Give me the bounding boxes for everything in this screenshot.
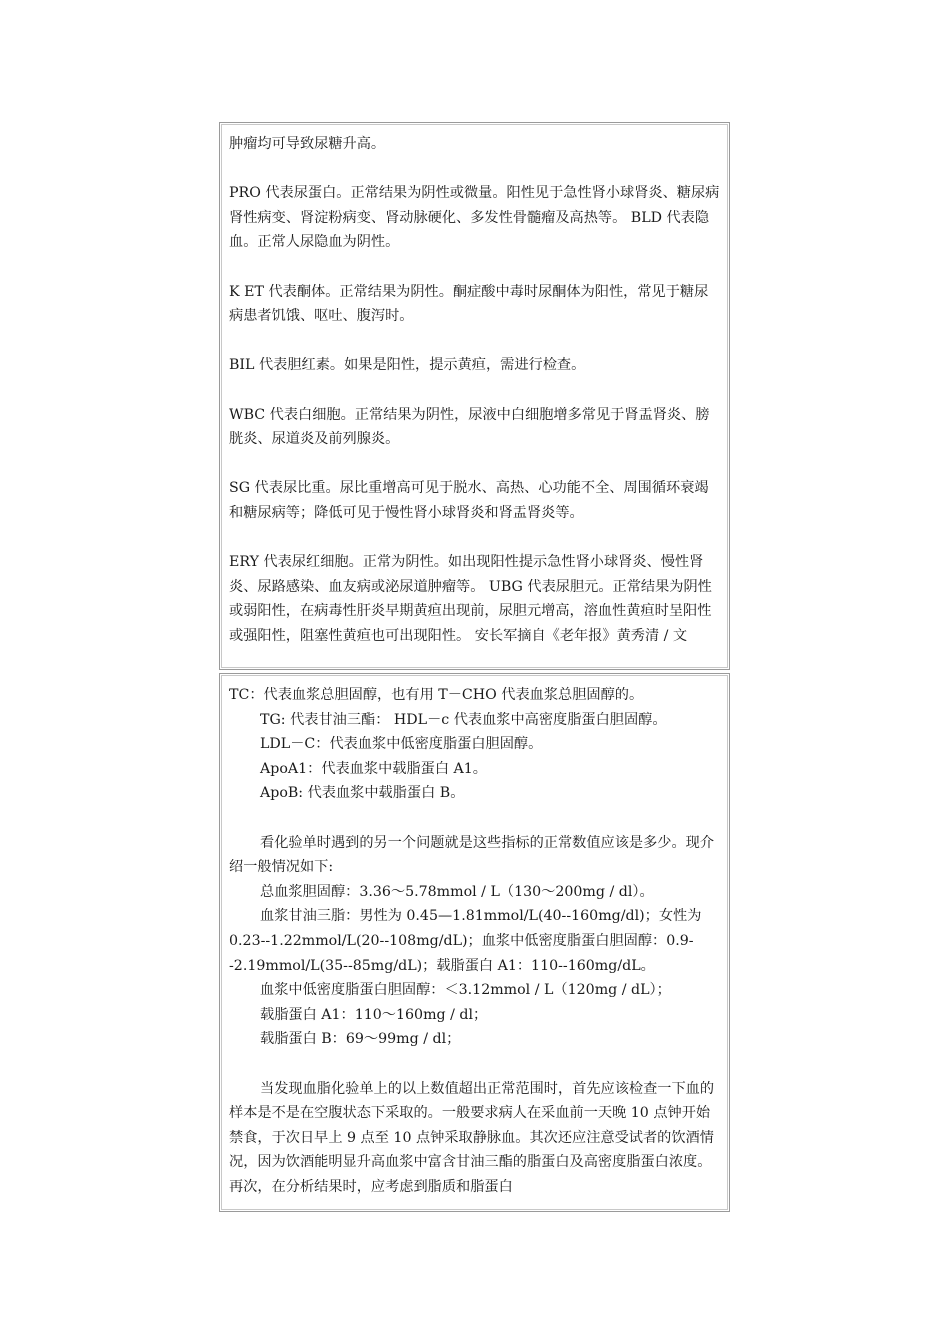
lipids-content	[220, 674, 729, 1199]
line-total-cholesterol: 总血浆胆固醇：3.36～5.78mmol / L（130～200mg / dl）。	[260, 883, 654, 900]
paragraph-ket: K ET 代表酮体。正常结果为阴性。酮症酸中毒时尿酮体为阳性，常见于糖尿病患者饥饿、呕吐、腹泻时。	[229, 283, 709, 325]
line-tc: TC：代表血浆总胆固醇，也有用 T－CHO 代表血浆总胆固醇的。	[229, 687, 644, 703]
paragraph-bil: BIL 代表胆红素。如果是阳性，提示黄疸，需进行检查。	[229, 357, 586, 374]
spacer	[229, 329, 721, 354]
paragraph-analysis: 当发现血脂化验单上的以上数值超出正常范围时，首先应该检查一下血的样本是不是在空腹状态下采取的。一般要求病人在采血前一天晚 10 点钟开始禁食，于次日早上 9 点至 10 点钟采取静脉血。其次还应注意受试者的饮酒情况，因为饮酒能明显升高血浆中富含甘油三酯的脂蛋白及高密度脂蛋白浓度。再次，在分析结果时，应考虑到脂质和脂蛋白	[229, 1080, 715, 1195]
paragraph-wbc: WBC 代表白细胞。正常结果为阴性，尿液中白细胞增多常见于肾盂肾炎、膀胱炎、尿道炎及前列腺炎。	[229, 406, 710, 448]
line-apoa1-value: 载脂蛋白 A1：110～160mg / dl；	[260, 1006, 488, 1023]
spacer	[229, 157, 721, 182]
paragraph-sg: SG 代表尿比重。尿比重增高可见于脱水、高热、心功能不全、周围循环衰竭和糖尿病等；降低可见于慢性肾小球肾炎和肾盂肾炎等。	[229, 480, 709, 521]
line-apob: ApoB: 代表血浆中载脂蛋白 B。	[260, 785, 465, 802]
text-box-urinalysis	[219, 122, 730, 670]
line-ldl-value: 血浆中低密度脂蛋白胆固醇：＜3.12mmol / L（120mg / dL）；	[260, 982, 671, 999]
line-ldl: LDL－C：代表血浆中低密度脂蛋白胆固醇。	[260, 736, 543, 753]
line-tg: TG: 代表甘油三酯： HDL－c 代表血浆中高密度脂蛋白胆固醇。	[260, 711, 667, 728]
text-box-lipids	[219, 673, 730, 1212]
spacer	[229, 806, 721, 831]
paragraph-pro: PRO 代表尿蛋白。正常结果为阴性或微量。阳性见于急性肾小球肾炎、糖尿病肾性病变、肾淀粉病变、肾动脉硬化、多发性骨髓瘤及高热等。 BLD 代表隐血。正常人尿隐血为阴性。	[229, 185, 720, 251]
paragraph-triglycerides: 血浆甘油三脂：男性为 0.45—1.81mmol/L(40--160mg/dl)；女性为 0.23--1.22mmol/L(20--108mg/dL)；血浆中低密度脂蛋白胆固醇：0.9--2.19mmol/L(35--85mg/dL)；载脂蛋白 A1：110--160mg/dL。	[229, 908, 702, 974]
paragraph: 肿瘤均可导致尿糖升高。	[229, 136, 386, 152]
spacer	[229, 1052, 721, 1077]
line-apoa1: ApoA1：代表血浆中载脂蛋白 A1。	[260, 760, 487, 777]
spacer	[229, 452, 721, 477]
paragraph-ery: ERY 代表尿红细胞。正常为阴性。如出现阳性提示急性肾小球肾炎、慢性肾炎、尿路感染、血友病或泌尿道肿瘤等。 UBG 代表尿胆元。正常结果为阴性或弱阳性，在病毒性肝炎早期黄疸出现前，尿胆元增高，溶血性黄疸时呈阳性或强阳性，阻塞性黄疸也可出现阳性。 安长军摘自《老年报》黄秀清 / 文	[229, 554, 712, 644]
urinalysis-content	[220, 123, 729, 648]
line-apob-value: 载脂蛋白 B：69～99mg / dl；	[260, 1031, 461, 1048]
spacer	[229, 255, 721, 280]
spacer	[229, 378, 721, 403]
paragraph-normal-values: 看化验单时遇到的另一个问题就是这些指标的正常数值应该是多少。现介绍一般情况如下:	[229, 834, 715, 876]
spacer	[229, 526, 721, 551]
